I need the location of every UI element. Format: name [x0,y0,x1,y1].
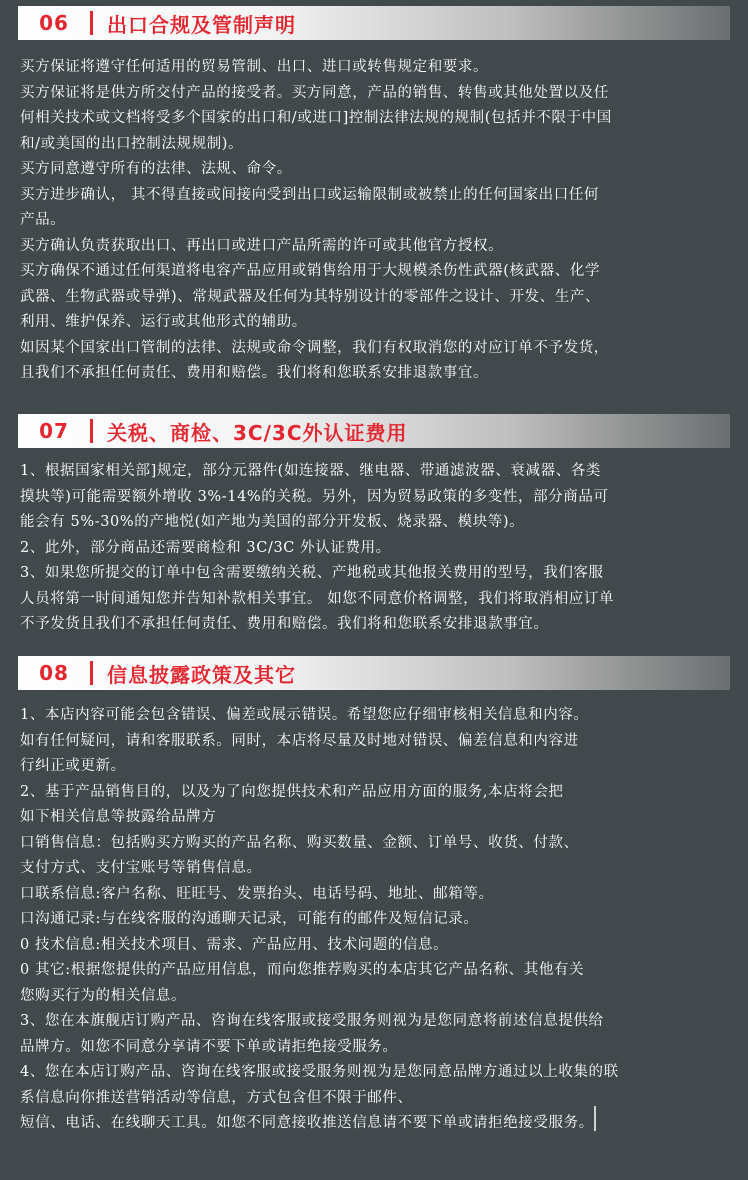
section-number: 08 [39,661,69,685]
paragraph-line: 武器、生物武器或导弹)、常规武器及任何为其特别设计的零部件之设计、开发、生产、 [20,288,601,305]
text-cursor [594,1106,596,1131]
paragraph-line: 买方进步确认， 其不得直接或间接向受到出口或运输限制或被禁止的任何国家出口任何 [20,186,600,203]
paragraph-line: 支付方式、支付宝账号等销售信息。 [20,860,262,876]
paragraph-line: 买方确认负责获取出口、再出口或进口产品所需的许可或其他官方授权。 [20,237,504,254]
section-header-06 [18,6,730,40]
paragraph-line: 2、此外，部分商品还需要商检和 3C/3C 外认证费用。 [20,539,391,556]
paragraph-line: 口销售信息：包括购买方购买的产品名称、购买数量、金额、订单号、收货、付款、 [20,834,579,851]
section-divider [90,419,93,443]
paragraph-line: 您购买行为的相关信息。 [20,987,187,1004]
paragraph-line: 摸块等)可能需要额外增收 3%-14%的关税。另外，因为贸易政策的多变性，部分商品可 [20,488,609,505]
paragraph-line: 利用、维护保养、运行或其他形式的辅助。 [20,314,307,330]
paragraph-line: 买方同意遵守所有的法律、法规、命令。 [20,161,292,177]
paragraph-line: 1、根据国家相关部]规定，部分元器件(如连接器、继电器、带通滤波器、衰减器、各类 [20,463,602,479]
section-title: 关税、商检、3C/3C外认证费用 [107,420,408,445]
paragraph-line: 且我们不承担任何责任、费用和赔偿。我们将和您联系安排退款事宜。 [20,365,489,381]
paragraph-line: 买方保证将是供方所交付产品的接受者。买方同意，产品的销售、转售或其他处置以及任 [20,84,609,101]
section-header-07 [18,414,730,448]
paragraph-line: 行纠正或更新。 [20,758,126,774]
paragraph-line: 如有任何疑问，请和客服联系。同时，本店将尽量及时地对错误、偏差信息和内容进 [20,732,579,749]
paragraph-line: 口联系信息:客户名称、旺旺号、发票抬头、电话号码、地址、邮箱等。 [20,885,494,902]
paragraph-line: 2、基于产品销售目的，以及为了向您提供技术和产品应用方面的服务,本店将会把 [20,783,564,800]
section-body-07 [20,459,740,638]
paragraph-line: 如下相关信息等披露给品牌方 [20,809,217,825]
section-title: 出口合规及管制声明 [107,12,296,37]
paragraph-line: 何相关技术或文档将受多个国家的出口和/或进口]控制法律法规的规制(包括并不限于中国 [20,110,612,126]
paragraph-line: 0 技术信息:相关技术项目、需求、产品应用、技术问题的信息。 [20,936,449,953]
paragraph-line: 不予发货且我们不承担任何责任、费用和赔偿。我们将和您联系安排退款事宜。 [20,616,549,632]
section-body-08 [20,703,740,1137]
paragraph-line: 产品。 [20,212,66,228]
section-body-06 [20,55,740,387]
paragraph-line: 人员将第一时间通知您并告知补款相关事宜。 如您不同意价格调整，我们将取消相应订单 [20,590,615,607]
section-divider [90,11,93,35]
section-title: 信息披露政策及其它 [107,662,296,687]
paragraph-line: 3、您在本旗舰店订购产品、咨询在线客服或接受服务则视为是您同意将前述信息提供给 [20,1013,604,1029]
paragraph-line: 0 其它:根据您提供的产品应用信息，而向您推荐购买的本店其它产品名称、其他有关 [20,962,585,978]
section-divider [90,661,93,685]
paragraph-line: 能会有 5%-30%的产地悦(如产地为美国的部分开发板、烧录器、模块等)。 [20,514,525,530]
paragraph-line: 如因某个国家出口管制的法律、法规或命令调整，我们有权取消您的对应订单不予发货， [20,339,609,356]
paragraph-line: 品牌方。如您不同意分享请不要下单或请拒绝接受服务。 [20,1038,398,1055]
paragraph-line: 4、您在本店订购产品、咨询在线客服或接受服务则视为是您同意品牌方通过以上收集的联 [20,1064,619,1080]
paragraph-line: 口沟通记录:与在线客服的沟通聊天记录，可能有的邮件及短信记录。 [20,911,479,927]
paragraph-line: 和/或美国的出口控制法规规制)。 [20,135,244,152]
paragraph-line: 买方确保不通过任何渠道将电容产品应用或销售给用于大规模杀伤性武器(核武器、化学 [20,263,601,279]
paragraph-line: 1、本店内容可能会包含错误、偏差或展示错误。希望您应仔细审核相关信息和内容。 [20,707,589,723]
section-number: 06 [39,11,69,35]
paragraph-line: 3、如果您所提交的订单中包含需要缴纳关税、产地税或其他报关费用的型号，我们客服 [20,565,604,581]
section-header-08 [18,656,730,690]
paragraph-line: 短信、电话、在线聊天工具。如您不同意接收推送信息请不要下单或请拒绝接受服务。 [20,1115,594,1131]
paragraph-line: 系信息向你推送营销活动等信息，方式包含但不限于邮件、 [20,1089,413,1106]
paragraph-line: 买方保证将遵守任何适用的贸易管制、出口、进口或转售规定和要求。 [20,59,489,75]
section-number: 07 [39,419,69,443]
